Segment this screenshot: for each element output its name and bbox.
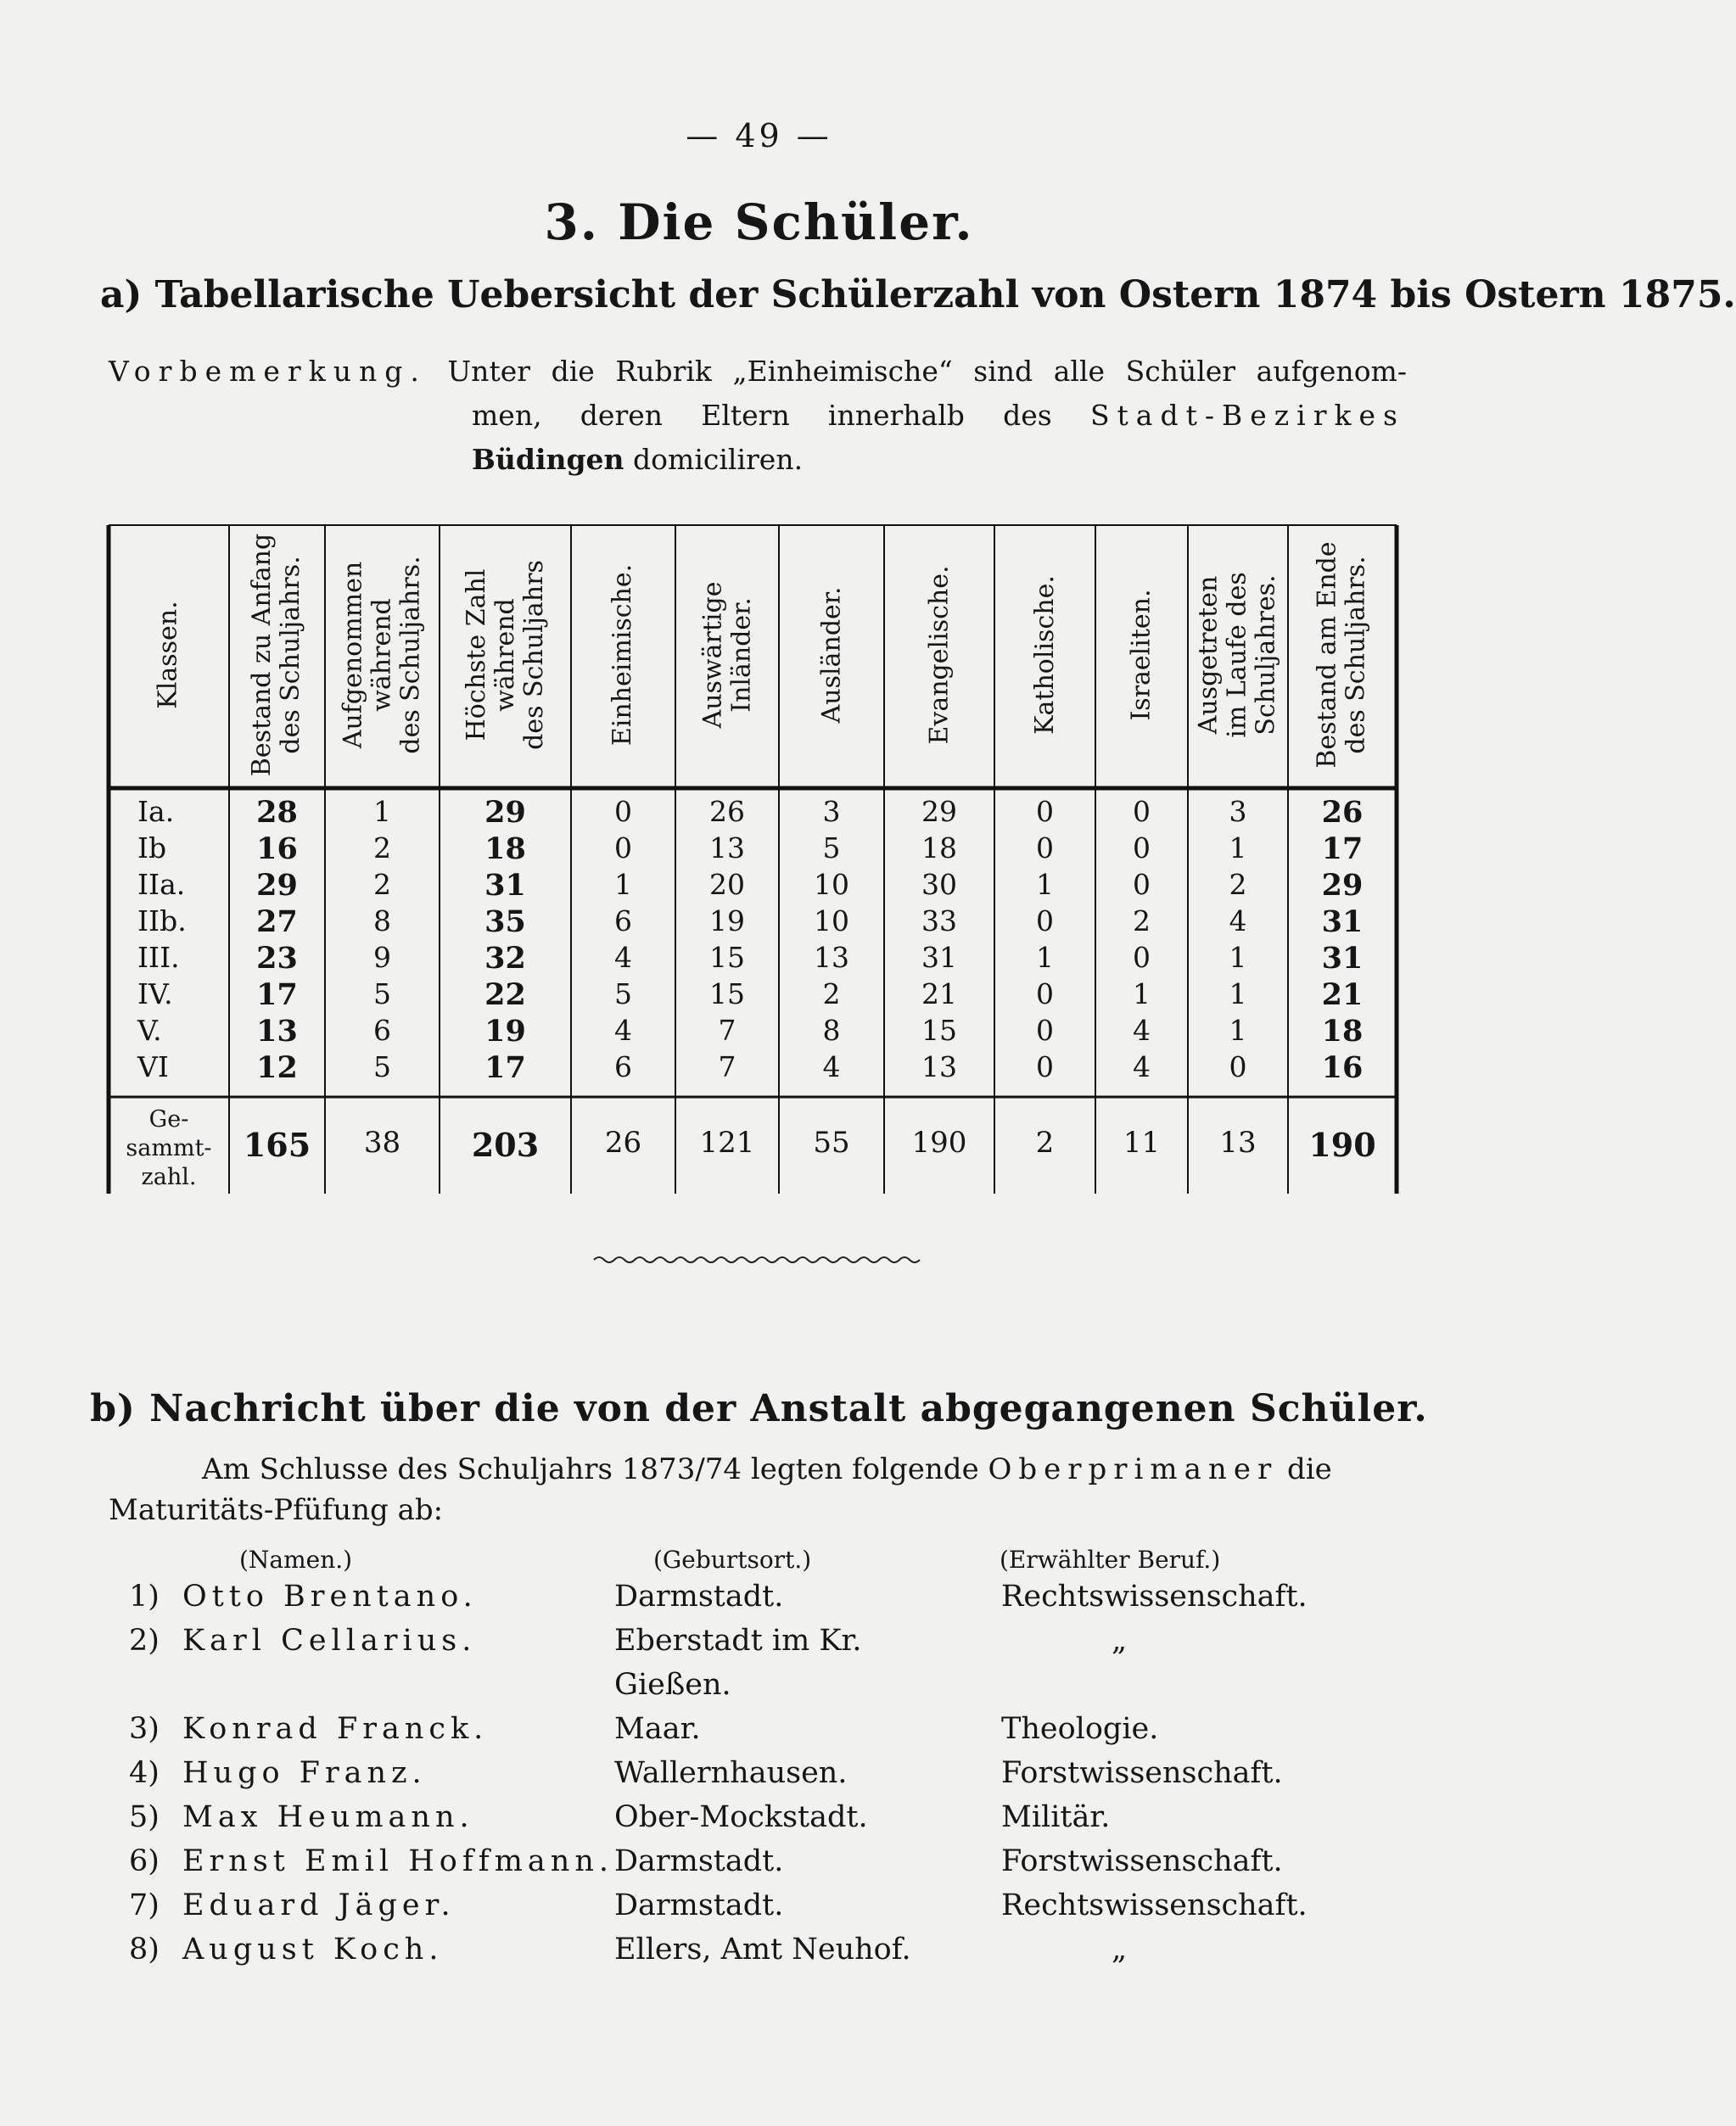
table-cell-katholische: 0: [1036, 795, 1054, 828]
table-cell-auslaender: 10: [814, 904, 849, 937]
table-cell-katholische: 0: [1036, 977, 1054, 1010]
table-cell-katholische: 0: [1036, 1050, 1054, 1083]
student-name: Ernst Emil Hoffmann.: [182, 1844, 613, 1878]
total-cell-auswaertige: 121: [699, 1126, 755, 1160]
prefatory-line-3: [472, 443, 803, 476]
table-cell-ende: 18: [1321, 1014, 1364, 1049]
student-birthplace: Gießen.: [614, 1668, 731, 1702]
table-cell-aufgenommen: 5: [373, 977, 391, 1010]
prefatory-word: alle: [1053, 355, 1106, 388]
table-cell-einheimische: 6: [614, 1050, 632, 1083]
class-label: III.: [137, 941, 180, 974]
class-label: Ib: [137, 831, 167, 864]
column-header: [440, 525, 571, 784]
table-cell-aufgenommen: 6: [373, 1014, 391, 1047]
table-cell-anfang: 12: [256, 1050, 298, 1085]
table-cell-ende: 26: [1321, 795, 1364, 830]
table-cell-katholische: 1: [1036, 868, 1054, 901]
table-cell-anfang: 29: [256, 868, 298, 903]
total-cell-ausgetreten: 13: [1219, 1126, 1257, 1160]
student-number: 6): [129, 1844, 160, 1878]
student-number: 4): [129, 1756, 160, 1790]
table-cell-auslaender: 10: [814, 868, 849, 901]
student-birthplace: Wallernhausen.: [614, 1756, 848, 1790]
table-cell-einheimische: 0: [614, 831, 632, 864]
prefatory-word: aufgenom-: [1256, 355, 1407, 388]
class-label: Ia.: [137, 795, 175, 828]
paragraph-spaced-word: Oberprimaner: [988, 1452, 1279, 1486]
prefatory-word: des: [1003, 399, 1052, 432]
table-cell-aufgenommen: 1: [373, 795, 391, 828]
column-header: [994, 525, 1095, 784]
table-cell-hoechste: 32: [484, 941, 526, 976]
prefatory-word: die: [551, 355, 595, 388]
column-header: [1188, 525, 1288, 784]
column-header: [1288, 525, 1397, 784]
prefatory-word: „Einheimische“: [732, 355, 953, 388]
column-header-text: Einheimische.: [608, 563, 638, 746]
table-cell-ausgetreten: 1: [1229, 1014, 1247, 1047]
student-birthplace: Ellers, Amt Neuhof.: [614, 1933, 911, 1967]
table-cell-evangelische: 13: [921, 1050, 957, 1083]
table-cell-auslaender: 3: [822, 795, 841, 828]
table-cell-aufgenommen: 2: [373, 831, 391, 864]
column-header: [109, 525, 229, 784]
student-profession: Forstwissenschaft.: [1001, 1756, 1283, 1790]
table-cell-hoechste: 31: [484, 868, 526, 903]
column-header: [325, 525, 440, 784]
paragraph-text-end: die: [1287, 1452, 1332, 1486]
table-cell-auslaender: 5: [822, 831, 841, 864]
student-profession: Forstwissenschaft.: [1001, 1844, 1283, 1878]
table-cell-aufgenommen: 8: [373, 904, 391, 937]
student-profession: „: [1112, 1624, 1128, 1658]
column-header-text: Auswärtige Inländer.: [697, 581, 756, 728]
subsection-a-heading: a) Tabellarische Uebersicht der Schülerzahl von Ostern 1874 bis Ostern 1875.: [100, 273, 1736, 316]
student-name: Karl Cellarius.: [182, 1624, 477, 1658]
table-cell-auslaender: 8: [822, 1014, 841, 1047]
student-name: Otto Brentano.: [182, 1580, 478, 1614]
total-cell-evangelische: 190: [911, 1126, 967, 1160]
list-header-birthplace: (Geburtsort.): [653, 1546, 812, 1574]
table-cell-aufgenommen: 5: [373, 1050, 391, 1083]
table-cell-evangelische: 31: [921, 941, 957, 974]
column-header-text: Bestand zu Anfang des Schuljahrs.: [247, 533, 306, 776]
ornamental-divider: [594, 1254, 925, 1266]
table-cell-evangelische: 30: [921, 868, 957, 901]
column-header: [229, 525, 325, 784]
prefatory-word: sind: [973, 355, 1033, 388]
prefatory-word: deren: [580, 399, 664, 432]
table-cell-katholische: 0: [1036, 1014, 1054, 1047]
student-profession: Militär.: [1001, 1800, 1111, 1834]
table-cell-ausgetreten: 1: [1229, 941, 1247, 974]
class-label: IIb.: [137, 904, 187, 937]
paragraph-text: Am Schlusse des Schuljahrs 1873/74 legten folgende: [202, 1452, 979, 1486]
column-header-text: Aufgenommen während des Schuljahrs.: [338, 555, 426, 754]
table-cell-israeliten: 0: [1133, 795, 1151, 828]
prefatory-rest: domiciliren.: [624, 443, 804, 476]
class-label: V.: [137, 1014, 162, 1047]
table-cell-aufgenommen: 2: [373, 868, 391, 901]
column-header-text: Katholische.: [1029, 574, 1060, 735]
table-cell-israeliten: 1: [1133, 977, 1151, 1010]
total-cell-aufgenommen: 38: [363, 1126, 401, 1160]
table-cell-auswaertige: 7: [718, 1050, 736, 1083]
table-cell-hoechste: 35: [484, 904, 526, 939]
table-cell-israeliten: 0: [1133, 941, 1151, 974]
table-cell-hoechste: 29: [484, 795, 526, 830]
column-header-text: Bestand am Ende des Schuljahrs.: [1313, 540, 1371, 769]
total-cell-hoechste: 203: [471, 1126, 540, 1164]
total-cell-auslaender: 55: [813, 1126, 850, 1160]
table-cell-evangelische: 18: [921, 831, 957, 864]
table-cell-hoechste: 18: [484, 831, 526, 866]
table-cell-auswaertige: 15: [709, 977, 745, 1010]
student-birthplace: Ober-Mockstadt.: [614, 1800, 868, 1834]
table-cell-ende: 16: [1321, 1050, 1364, 1085]
table-cell-einheimische: 0: [614, 795, 632, 828]
column-header-text: Ausgetreten im Laufe des Schuljahres.: [1194, 571, 1281, 738]
student-birthplace: Darmstadt.: [614, 1888, 784, 1922]
column-header: [779, 525, 884, 784]
table-cell-israeliten: 0: [1133, 868, 1151, 901]
student-birthplace: Eberstadt im Kr.: [614, 1624, 862, 1658]
total-label: Ge- sammt- zahl.: [126, 1106, 212, 1190]
table-cell-anfang: 16: [256, 831, 298, 866]
table-cell-anfang: 17: [256, 977, 298, 1012]
table-cell-einheimische: 4: [614, 941, 632, 974]
table-cell-hoechste: 22: [484, 977, 526, 1012]
student-row: [0, 1712, 1518, 1756]
student-row: [0, 1933, 1518, 1977]
student-number: 8): [129, 1933, 160, 1967]
table-cell-anfang: 23: [256, 941, 298, 976]
prefatory-word: Eltern: [701, 399, 790, 432]
prefatory-word: men,: [472, 399, 542, 432]
total-cell-anfang: 165: [243, 1126, 311, 1164]
student-row: [0, 1580, 1518, 1624]
prefatory-spaced-word: Stadt-Bezirkes: [1089, 399, 1405, 432]
list-header-profession: (Erwählter Beruf.): [1000, 1546, 1221, 1574]
table-cell-evangelische: 29: [921, 795, 957, 828]
table-cell-ausgetreten: 1: [1229, 977, 1247, 1010]
student-number: 5): [129, 1800, 160, 1834]
prefatory-line-2: [472, 399, 1405, 432]
student-row: [0, 1756, 1518, 1800]
table-cell-israeliten: 2: [1133, 904, 1151, 937]
table-cell-ende: 31: [1321, 904, 1364, 939]
table-cell-auswaertige: 26: [709, 795, 745, 828]
student-number: 1): [129, 1580, 160, 1614]
prefatory-word: Schüler: [1125, 355, 1236, 388]
section-heading: 3. Die Schüler.: [544, 193, 974, 251]
class-label: IIa.: [137, 868, 186, 901]
total-cell-ende: 190: [1308, 1126, 1376, 1164]
table-cell-ende: 31: [1321, 941, 1364, 976]
table-cell-israeliten: 4: [1133, 1050, 1151, 1083]
student-row: [0, 1800, 1518, 1844]
table-cell-israeliten: 4: [1133, 1014, 1151, 1047]
table-cell-anfang: 27: [256, 904, 298, 939]
table-cell-ausgetreten: 3: [1229, 795, 1247, 828]
table-cell-ende: 29: [1321, 868, 1364, 903]
statistics-table: [109, 515, 1397, 1197]
table-cell-hoechste: 19: [484, 1014, 526, 1049]
student-name: Hugo Franz.: [182, 1756, 427, 1790]
table-cell-einheimische: 6: [614, 904, 632, 937]
table-cell-katholische: 0: [1036, 831, 1054, 864]
table-cell-einheimische: 5: [614, 977, 632, 1010]
table-cell-auswaertige: 15: [709, 941, 745, 974]
page-number: — 49 —: [686, 117, 832, 154]
paragraph-line-2: Maturitäts-Pfüfung ab:: [109, 1493, 444, 1527]
table-cell-aufgenommen: 9: [373, 941, 391, 974]
column-header-text: Ausländer.: [816, 586, 847, 723]
table-cell-ausgetreten: 4: [1229, 904, 1247, 937]
student-birthplace: Maar.: [614, 1712, 701, 1746]
prefatory-lead: Vorbemerkung.: [109, 355, 427, 388]
column-header: [1095, 525, 1188, 784]
table-cell-israeliten: 0: [1133, 831, 1151, 864]
table-cell-ende: 21: [1321, 977, 1364, 1012]
student-name: August Koch.: [182, 1933, 444, 1967]
table-cell-anfang: 28: [256, 795, 298, 830]
table-cell-ausgetreten: 0: [1229, 1050, 1247, 1083]
student-row: [0, 1624, 1518, 1668]
column-header-text: Evangelische.: [924, 564, 955, 745]
table-cell-katholische: 1: [1036, 941, 1054, 974]
table-cell-ausgetreten: 2: [1229, 868, 1247, 901]
column-header-text: Klassen.: [153, 600, 183, 709]
table-cell-evangelische: 15: [921, 1014, 957, 1047]
table-cell-einheimische: 1: [614, 868, 632, 901]
table-cell-auswaertige: 20: [709, 868, 745, 901]
student-profession: Rechtswissenschaft.: [1001, 1580, 1308, 1614]
student-row: [0, 1668, 1518, 1712]
student-profession: Rechtswissenschaft.: [1001, 1888, 1308, 1922]
column-header: [675, 525, 779, 784]
table-cell-katholische: 0: [1036, 904, 1054, 937]
total-cell-israeliten: 11: [1123, 1126, 1161, 1160]
prefatory-word: innerhalb: [827, 399, 965, 432]
student-number: 2): [129, 1624, 160, 1658]
student-number: 7): [129, 1888, 160, 1922]
town-name: Büdingen: [472, 443, 624, 476]
column-header: [571, 525, 675, 784]
total-cell-katholische: 2: [1035, 1126, 1055, 1160]
prefatory-line-1: [109, 355, 1407, 388]
list-header-name: (Namen.): [239, 1546, 353, 1574]
table-cell-auswaertige: 13: [709, 831, 745, 864]
table-cell-auslaender: 4: [822, 1050, 841, 1083]
total-cell-einheimische: 26: [604, 1126, 642, 1160]
student-profession: „: [1112, 1933, 1128, 1967]
student-number: 3): [129, 1712, 160, 1746]
student-birthplace: Darmstadt.: [614, 1844, 784, 1878]
student-birthplace: Darmstadt.: [614, 1580, 784, 1614]
student-name: Eduard Jäger.: [182, 1888, 456, 1922]
table-cell-auswaertige: 7: [718, 1014, 736, 1047]
table-cell-auswaertige: 19: [709, 904, 745, 937]
table-cell-auslaender: 13: [814, 941, 849, 974]
table-cell-evangelische: 33: [921, 904, 957, 937]
student-name: Konrad Franck.: [182, 1712, 489, 1746]
subsection-b-heading: b) Nachricht über die von der Anstalt abgegangenen Schüler.: [90, 1387, 1428, 1430]
student-row: [0, 1844, 1518, 1888]
student-profession: Theologie.: [1001, 1712, 1159, 1746]
prefatory-word: Unter: [447, 355, 531, 388]
table-cell-ausgetreten: 1: [1229, 831, 1247, 864]
paragraph-line-1: [202, 1452, 1390, 1486]
student-row: [0, 1888, 1518, 1933]
table-cell-evangelische: 21: [921, 977, 957, 1010]
class-label: VI: [137, 1050, 169, 1083]
student-name: Max Heumann.: [182, 1800, 474, 1834]
column-header-text: Höchste Zahl während des Schuljahrs: [461, 559, 549, 750]
class-label: IV.: [137, 977, 173, 1010]
table-cell-einheimische: 4: [614, 1014, 632, 1047]
table-cell-ende: 17: [1321, 831, 1364, 866]
prefatory-word: Rubrik: [615, 355, 712, 388]
table-cell-hoechste: 17: [484, 1050, 526, 1085]
table-cell-auslaender: 2: [822, 977, 841, 1010]
column-header-text: Israeliten.: [1126, 588, 1156, 721]
column-header: [884, 525, 994, 784]
table-cell-anfang: 13: [256, 1014, 298, 1049]
